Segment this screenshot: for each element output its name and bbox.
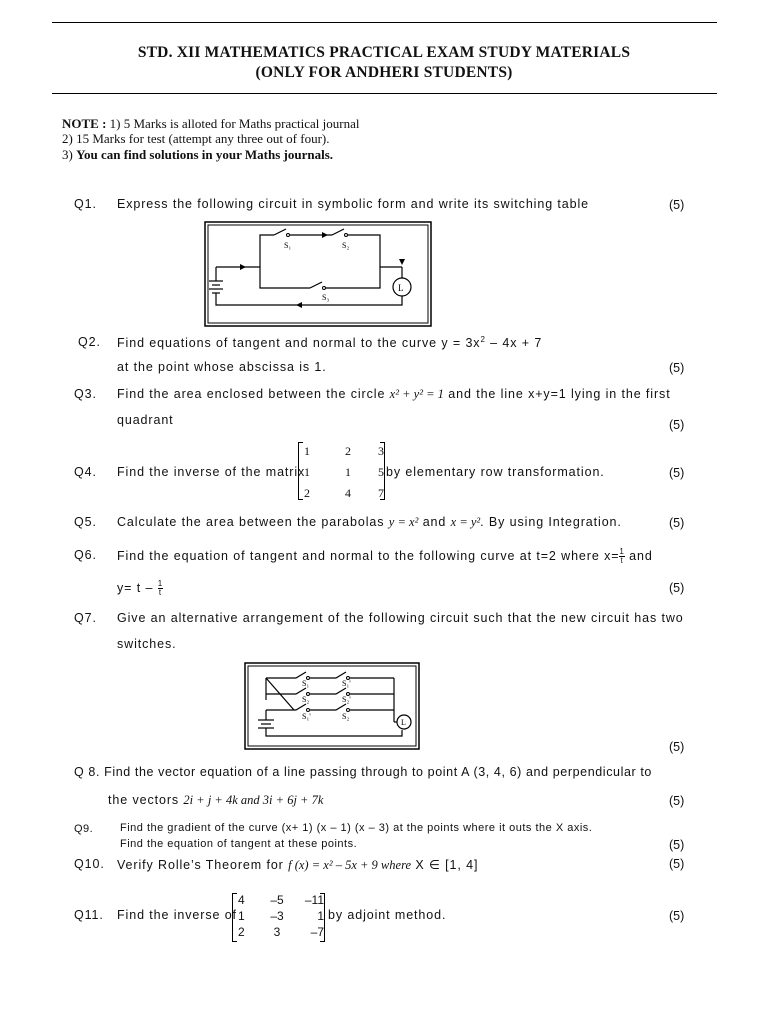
q2-marks: (5) [669,361,685,375]
q2-text-line-1: Find equations of tangent and normal to the curve $y = 3x^2 - 4x + 7$ [117,335,543,351]
q1-text: Express the following circuit in symbolic form and write its switching table [117,197,590,211]
switch-s2-label: S₂ [342,241,350,250]
q4-marks: (5) [669,466,685,480]
q5-marks: (5) [669,516,685,530]
q1-number: Q1. [74,197,97,211]
q4-number: Q4. [74,465,97,479]
q7-number: Q7. [74,611,97,625]
lamp-label-2: L [401,718,406,727]
q11-text-a: Find the inverse of [117,908,237,922]
q6-fraction-x: $\frac{1}{t}$ [619,547,625,565]
note-line-3: 3) You can find solutions in your Maths journals. [62,147,334,162]
q11-matrix-left-bracket [232,893,237,942]
circuit-diagram-2 [244,662,420,750]
q4-matrix-right-bracket [380,442,385,500]
top-rule [52,22,717,23]
q3-text-line-2: quadrant [117,413,174,427]
q6-marks: (5) [669,581,685,595]
page-subtitle: (ONLY FOR ANDHERI STUDENTS) [255,64,513,81]
q5-number: Q5. [74,515,97,529]
q6-text-line-1: Find the equation of tangent and normal to the following curve at t=2 where x= $\frac{1}{t}$ and [117,547,653,565]
q5-text: Calculate the area between the parabolas y = x² and x = y². By using Integration. [117,515,622,529]
switch-row2-b-label: S₂' [342,695,351,704]
q10-marks: (5) [669,857,685,871]
q6-text-line-2: y= t – $\frac{1}{t}$ [117,579,164,597]
q6-fraction-y: $\frac{1}{t}$ [157,579,164,597]
q8-marks: (5) [669,794,685,808]
q3-marks: (5) [669,418,685,432]
switch-row1-a-label: S₁ [302,679,310,688]
q1-marks: (5) [669,198,685,212]
q7-marks: (5) [669,740,685,754]
page-title: STD. XII MATHEMATICS PRACTICAL EXAM STUDY MATERIALS [137,44,631,61]
note-label: NOTE : [62,116,107,131]
q9-text-line-1: Find the gradient of the curve (x+ 1) (x – 1) (x – 3) at the points where it outs the X axis. [120,822,593,834]
switch-row3-a-label: S₁' [302,712,311,721]
q11-matrix: 4 –5 –11 1 –3 1 2 3 –7 [238,893,324,939]
q2-text-line-2: at the point whose abscissa is 1. [117,360,327,374]
q9-marks: (5) [669,838,685,852]
q11-text-b: by adjoint method. [328,908,447,922]
q4-text-a: Find the inverse of the matrix [117,465,306,479]
q11-matrix-right-bracket [320,893,325,942]
q11-number: Q11. [74,908,104,922]
q3-number: Q3. [74,387,97,401]
lamp-label: L [398,283,404,293]
switch-row1-b-label: S₁' [342,679,351,688]
q4-text-b: by elementary row transformation. [386,465,605,479]
circuit-diagram-1 [204,221,432,327]
q2-number: Q2. [78,335,101,349]
q7-text-line-1: Give an alternative arrangement of the following circuit such that the new circuit has two [117,611,684,625]
switch-s1-label: S₁ [284,241,292,250]
q10-text: Verify Rolle’s Theorem for f (x) = x² – 5x + 9 where X ∈ [1, 4] [117,858,479,872]
note-line-1: NOTE : 1) 5 Marks is alloted for Maths practical journal [62,116,360,131]
switch-s3-label: S₃ [322,293,330,302]
q7-text-line-2: switches. [117,637,177,651]
q9-number: Q9. [74,823,94,835]
q4-matrix: 1 2 3 1 1 5 2 4 7 [304,444,384,500]
note-line-2: 2) 15 Marks for test (attempt any three out of four). [62,131,330,146]
switch-row3-b-label: S₂ [342,712,350,721]
q4-matrix-left-bracket [298,442,303,500]
q10-number: Q10. [74,857,105,871]
q9-text-line-2: Find the equation of tangent at these points. [120,838,358,850]
switch-row2-a-label: S₂ [302,695,310,704]
q11-marks: (5) [669,909,685,923]
q8-text-line-1: Q 8. Find the vector equation of a line passing through to point A (3, 4, 6) and perpendicular to [74,765,652,779]
q3-text-line-1: Find the area enclosed between the circle x² + y² = 1 and the line x+y=1 lying in the first [117,387,671,401]
q6-number: Q6. [74,548,97,562]
q8-text-line-2: the vectors 2i + j + 4k and 3i + 6j + 7k [108,793,324,807]
header-rule [52,93,717,94]
